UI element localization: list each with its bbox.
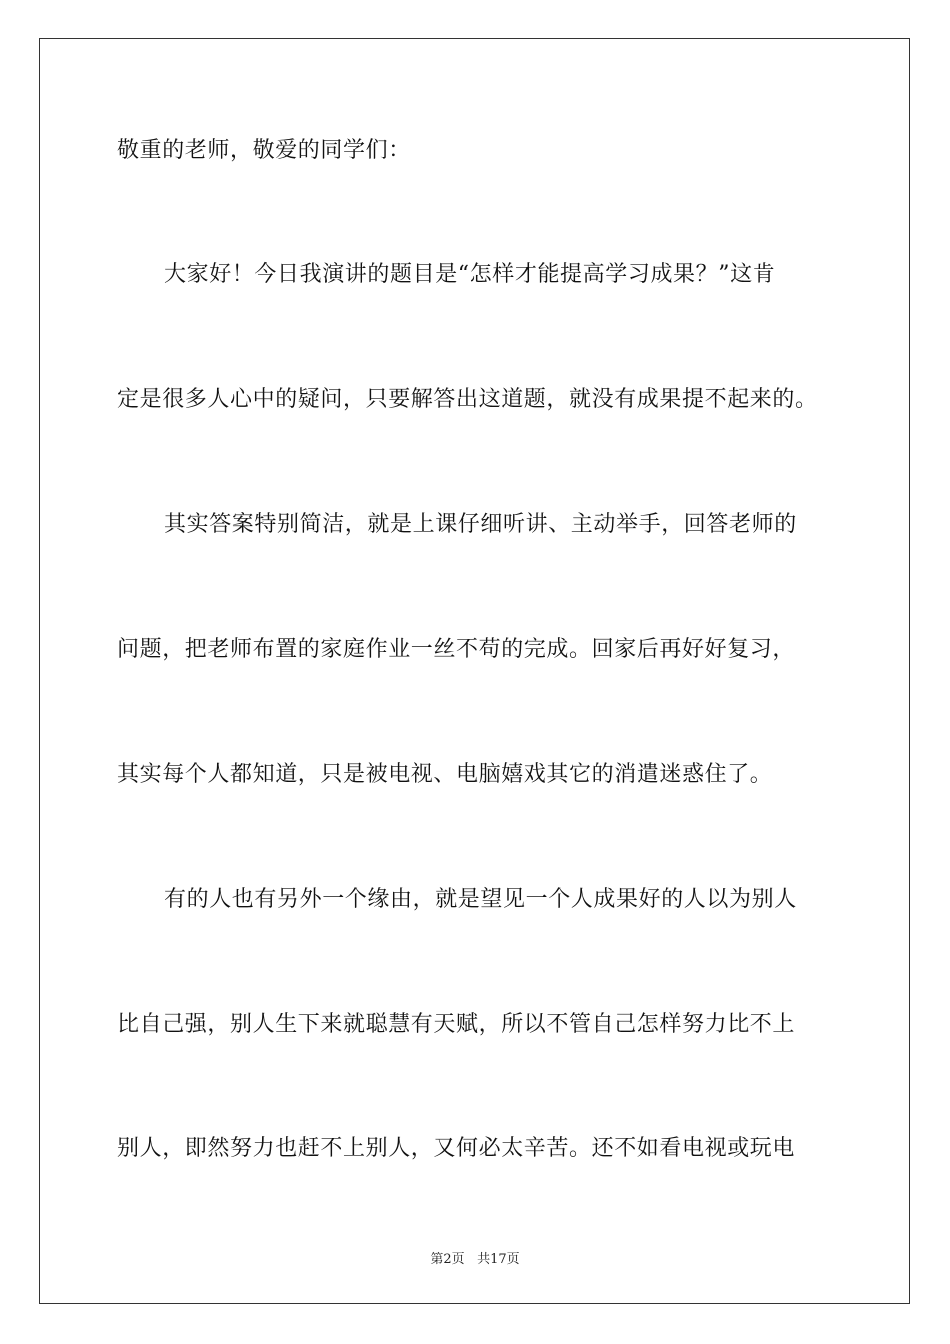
- paragraph-1-line-1: 大家好！今日我演讲的题目是“怎样才能提高学习成果？”这肯: [164, 262, 776, 287]
- paragraph-2-line-3: 其实每个人都知道，只是被电视、电脑嬉戏其它的消遣迷惑住了。: [117, 762, 773, 787]
- paragraph-1-line-2: 定是很多人心中的疑问，只要解答出这道题，就没有成果提不起来的。: [117, 387, 818, 412]
- page-number: 第2页: [430, 1252, 465, 1267]
- paragraph-2-line-1: 其实答案特别简洁，就是上课仔细听讲、主动举手，回答老师的: [164, 512, 797, 537]
- paragraph-3-line-1: 有的人也有另外一个缘由，就是望见一个人成果好的人以为别人: [164, 887, 797, 912]
- paragraph-3-line-2: 比自己强，别人生下来就聪慧有天赋，所以不管自己怎样努力比不上: [117, 1012, 796, 1037]
- paragraph-3-line-3: 别人，即然努力也赶不上别人，又何必太辛苦。还不如看电视或玩电: [117, 1136, 796, 1161]
- page-border: [39, 38, 910, 1304]
- page-total: 共17页: [477, 1252, 520, 1267]
- paragraph-2-line-2: 问题，把老师布置的家庭作业一丝不苟的完成。回家后再好好复习，: [117, 637, 796, 662]
- salutation-line: 敬重的老师，敬爱的同学们：: [117, 138, 411, 163]
- page-footer: [0, 1248, 950, 1267]
